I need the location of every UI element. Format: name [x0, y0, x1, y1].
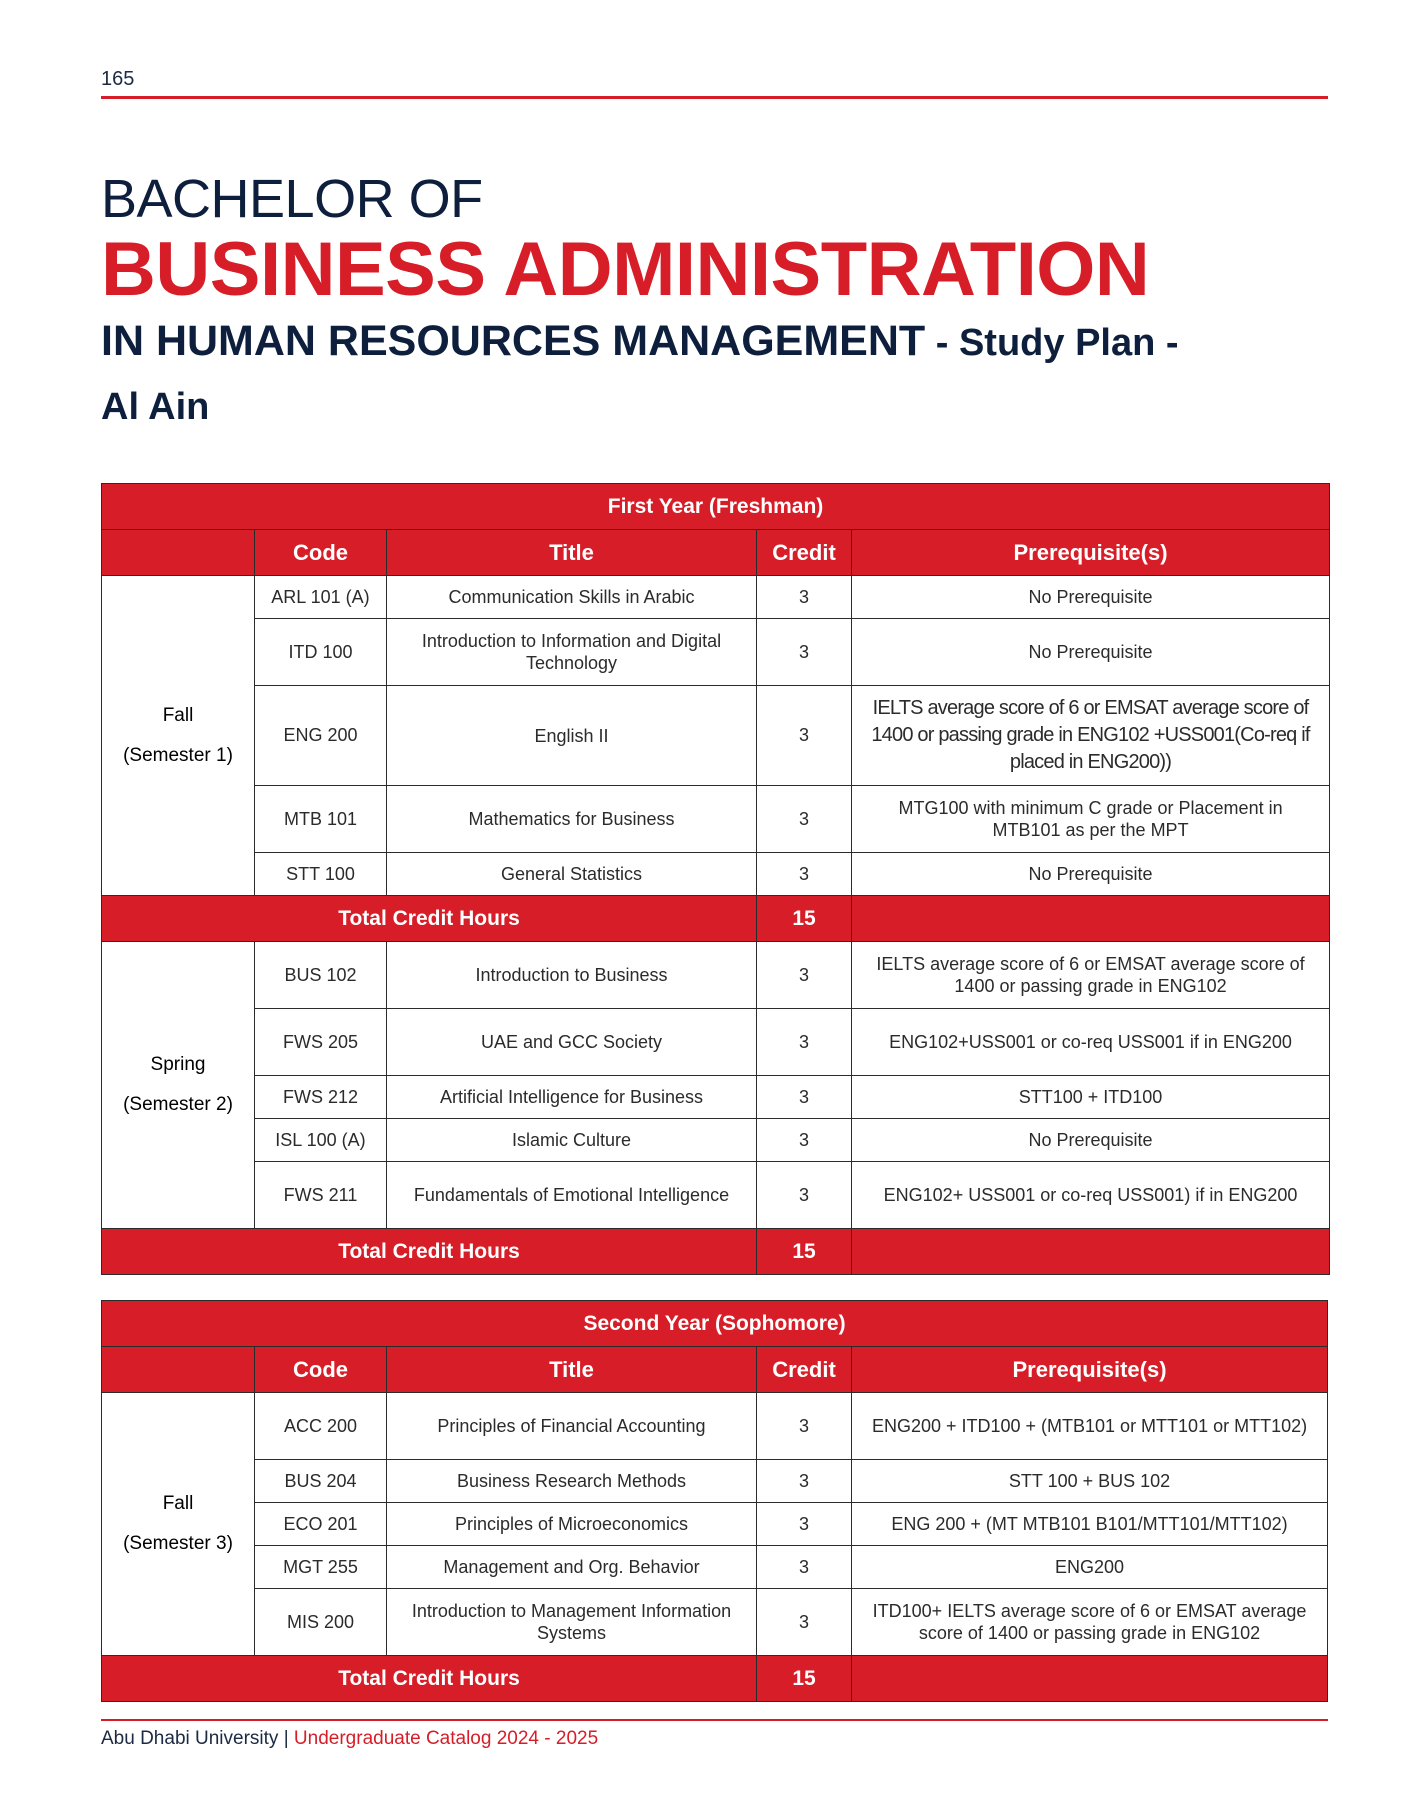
course-credit: 3 — [757, 619, 852, 686]
semester-cell — [102, 576, 255, 896]
semester-name: Spring — [150, 1054, 206, 1075]
course-title: Business Research Methods — [387, 1460, 757, 1503]
year-label: First Year (Freshman) — [102, 484, 1330, 530]
course-code: ENG 200 — [255, 686, 387, 786]
course-credit: 3 — [757, 576, 852, 619]
semester-cell — [102, 1393, 255, 1656]
title-campus: Al Ain — [101, 386, 210, 428]
table-row — [102, 1589, 1328, 1656]
credit-header: Credit — [757, 530, 852, 576]
second-year-table — [101, 1300, 1328, 1702]
course-code: STT 100 — [255, 853, 387, 896]
course-credit: 3 — [757, 942, 852, 1009]
course-prereq: MTG100 with minimum C grade or Placement in MTB101 as per the MPT — [852, 786, 1330, 853]
total-blank — [852, 1229, 1330, 1275]
course-prereq: ITD100+ IELTS average score of 6 or EMSAT average score of 1400 or passing grade in ENG102 — [852, 1589, 1328, 1656]
course-title: Islamic Culture — [387, 1119, 757, 1162]
year-header-row — [102, 484, 1330, 530]
table-row — [102, 1009, 1330, 1076]
first-year-table — [101, 483, 1330, 1275]
course-credit: 3 — [757, 1162, 852, 1229]
course-title: English II — [387, 686, 757, 786]
table-row — [102, 942, 1330, 1009]
course-title: Fundamentals of Emotional Intelligence — [387, 1162, 757, 1229]
course-credit: 3 — [757, 1503, 852, 1546]
semester-cell — [102, 942, 255, 1229]
total-value: 15 — [757, 1229, 852, 1275]
course-prereq: ENG102+ USS001 or co-req USS001) if in ENG200 — [852, 1162, 1330, 1229]
course-credit: 3 — [757, 1546, 852, 1589]
footer — [101, 1728, 598, 1750]
course-prereq: No Prerequisite — [852, 619, 1330, 686]
course-code: ACC 200 — [255, 1393, 387, 1460]
semester-name: Fall — [162, 1493, 194, 1514]
table-row — [102, 1546, 1328, 1589]
year-header-row — [102, 1301, 1328, 1347]
semester-number: (Semester 2) — [123, 1094, 233, 1115]
title-header: Title — [387, 530, 757, 576]
table-row — [102, 853, 1330, 896]
course-title: Principles of Microeconomics — [387, 1503, 757, 1546]
total-label: Total Credit Hours — [102, 1656, 757, 1702]
total-row — [102, 1229, 1330, 1275]
course-prereq: STT 100 + BUS 102 — [852, 1460, 1328, 1503]
course-title: Introduction to Information and Digital Technology — [387, 619, 757, 686]
course-title: Artificial Intelligence for Business — [387, 1076, 757, 1119]
top-divider — [101, 96, 1328, 99]
title-major: IN HUMAN RESOURCES MANAGEMENT — [101, 317, 926, 365]
table-row — [102, 1460, 1328, 1503]
table-row — [102, 619, 1330, 686]
course-credit: 3 — [757, 853, 852, 896]
title-header: Title — [387, 1347, 757, 1393]
course-prereq: ENG200 + ITD100 + (MTB101 or MTT101 or MTT102) — [852, 1393, 1328, 1460]
title-line-2: BUSINESS ADMINISTRATION — [101, 227, 1150, 312]
table-row — [102, 786, 1330, 853]
course-title: Principles of Financial Accounting — [387, 1393, 757, 1460]
course-credit: 3 — [757, 1076, 852, 1119]
semester-number: (Semester 3) — [123, 1533, 233, 1554]
course-title: General Statistics — [387, 853, 757, 896]
table-row — [102, 686, 1330, 786]
code-header: Code — [255, 1347, 387, 1393]
semester-number: (Semester 1) — [123, 744, 233, 766]
course-code: ISL 100 (A) — [255, 1119, 387, 1162]
course-credit: 3 — [757, 1460, 852, 1503]
table-row — [102, 1162, 1330, 1229]
course-prereq: ENG102+USS001 or co-req USS001 if in ENG200 — [852, 1009, 1330, 1076]
course-credit: 3 — [757, 1009, 852, 1076]
course-prereq: ENG200 — [852, 1546, 1328, 1589]
credit-header: Credit — [757, 1347, 852, 1393]
column-header-row — [102, 530, 1330, 576]
year-label: Second Year (Sophomore) — [102, 1301, 1328, 1347]
course-title: Management and Org. Behavior — [387, 1546, 757, 1589]
column-header-row — [102, 1347, 1328, 1393]
course-credit: 3 — [757, 1393, 852, 1460]
course-code: MGT 255 — [255, 1546, 387, 1589]
course-prereq: ENG 200 + (MT MTB101 B101/MTT101/MTT102) — [852, 1503, 1328, 1546]
code-header: Code — [255, 530, 387, 576]
total-blank — [852, 896, 1330, 942]
course-title: UAE and GCC Society — [387, 1009, 757, 1076]
blank-header-cell — [102, 1347, 255, 1393]
course-title: Mathematics for Business — [387, 786, 757, 853]
prereq-header: Prerequisite(s) — [852, 1347, 1328, 1393]
page-number: 165 — [101, 68, 135, 90]
course-prereq: No Prerequisite — [852, 853, 1330, 896]
course-code: MIS 200 — [255, 1589, 387, 1656]
course-prereq: IELTS average score of 6 or EMSAT average score of 1400 or passing grade in ENG102 — [852, 942, 1330, 1009]
total-value: 15 — [757, 1656, 852, 1702]
total-label: Total Credit Hours — [102, 1229, 757, 1275]
course-title: Introduction to Management Information Systems — [387, 1589, 757, 1656]
course-credit: 3 — [757, 1119, 852, 1162]
page-title — [101, 168, 1328, 438]
table-row — [102, 1076, 1330, 1119]
title-line-1: BACHELOR OF — [101, 169, 483, 229]
total-blank — [852, 1656, 1328, 1702]
course-code: MTB 101 — [255, 786, 387, 853]
table-row — [102, 1119, 1330, 1162]
semester-name: Fall — [162, 704, 194, 726]
course-code: FWS 212 — [255, 1076, 387, 1119]
course-prereq: No Prerequisite — [852, 576, 1330, 619]
footer-university: Abu Dhabi University — [101, 1728, 279, 1749]
course-code: ITD 100 — [255, 619, 387, 686]
total-row — [102, 1656, 1328, 1702]
course-code: ECO 201 — [255, 1503, 387, 1546]
footer-catalog: Undergraduate Catalog 2024 - 2025 — [293, 1728, 599, 1749]
total-row — [102, 896, 1330, 942]
course-code: BUS 102 — [255, 942, 387, 1009]
course-prereq: STT100 + ITD100 — [852, 1076, 1330, 1119]
course-credit: 3 — [757, 786, 852, 853]
bottom-divider — [101, 1719, 1328, 1721]
prereq-header: Prerequisite(s) — [852, 530, 1330, 576]
course-title: Introduction to Business — [387, 942, 757, 1009]
course-code: BUS 204 — [255, 1460, 387, 1503]
table-row — [102, 1503, 1328, 1546]
course-code: ARL 101 (A) — [255, 576, 387, 619]
footer-separator: | — [278, 1728, 294, 1749]
course-code: FWS 205 — [255, 1009, 387, 1076]
course-title: Communication Skills in Arabic — [387, 576, 757, 619]
total-label: Total Credit Hours — [102, 896, 757, 942]
total-value: 15 — [757, 896, 852, 942]
course-credit: 3 — [757, 686, 852, 786]
course-code: FWS 211 — [255, 1162, 387, 1229]
table-row — [102, 576, 1330, 619]
course-credit: 3 — [757, 1589, 852, 1656]
title-line-3 — [101, 310, 1328, 438]
title-suffix: - Study Plan - — [925, 322, 1179, 364]
table-row — [102, 1393, 1328, 1460]
blank-header-cell — [102, 530, 255, 576]
course-prereq: No Prerequisite — [852, 1119, 1330, 1162]
course-prereq: IELTS average score of 6 or EMSAT average score of 1400 or passing grade in ENG102 +USS001(Co-req if placed in ENG200)) — [852, 686, 1330, 786]
